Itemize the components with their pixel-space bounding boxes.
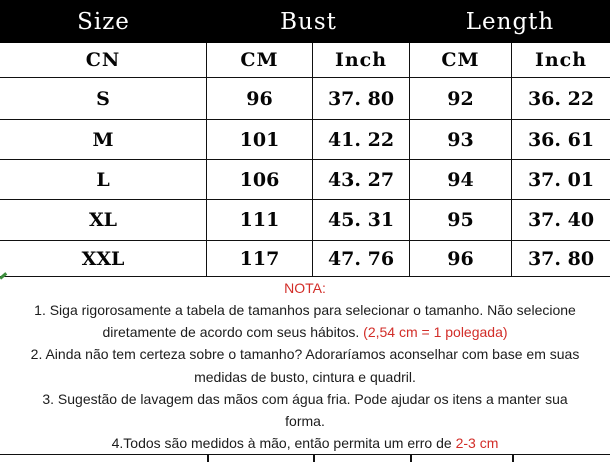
table-row-xl	[0, 200, 610, 241]
bust-cm-cell: 117	[207, 241, 313, 276]
next-table-edge	[0, 455, 610, 462]
length-cm-cell: 93	[410, 120, 512, 159]
size-cell: L	[0, 160, 207, 199]
note-text: 2. Ainda não tem certeza sobre o tamanho? Adoraríamos aconselhar com base em suas	[30, 346, 580, 363]
table-row-xxl	[0, 241, 610, 277]
subheader-length-cm: CM	[410, 43, 512, 77]
table-row-l	[0, 160, 610, 200]
length-cm-cell: 94	[410, 160, 512, 199]
table-subheader-row	[0, 43, 610, 78]
bust-cm-cell: 96	[207, 78, 313, 119]
note-text: 4.Todos são medidos à mão, então permita um erro de	[111, 435, 456, 452]
bust-cm-cell: 106	[207, 160, 313, 199]
note-line-3	[31, 343, 580, 365]
table-row-m	[0, 120, 610, 160]
subheader-length-inch: Inch	[534, 49, 588, 71]
note-red-text: (2,54 cm = 1 polegada)	[363, 324, 508, 341]
subheader-bust-inch: Inch	[313, 43, 410, 77]
notes-title: NOTA:	[284, 279, 326, 296]
length-cm-cell: 92	[410, 78, 512, 119]
column-line-stub	[410, 455, 412, 462]
bust-inch-cell: 37. 80	[313, 78, 410, 119]
length-inch-cell: 36. 22	[527, 87, 595, 110]
size-cell: XXL	[0, 241, 207, 276]
column-line-stub	[512, 455, 514, 462]
size-cell: XL	[0, 200, 207, 240]
length-inch-cell: 37. 01	[527, 168, 595, 191]
note-line-2	[102, 321, 507, 343]
note-text: medidas de busto, cintura e quadril.	[194, 368, 416, 385]
bust-inch-cell: 45. 31	[313, 200, 410, 240]
length-cm-cell: 95	[410, 200, 512, 240]
bust-inch-cell: 41. 22	[313, 120, 410, 159]
note-text: 3. Sugestão de lavagem das mãos com água fria. Pode ajudar os itens a manter sua	[42, 390, 568, 407]
notes-section	[0, 277, 610, 455]
length-inch-cell: 37. 80	[527, 247, 595, 270]
note-line-7	[112, 432, 499, 454]
bust-cm-cell: 101	[207, 120, 313, 159]
size-cell: S	[0, 78, 207, 119]
header-size: Size	[77, 8, 130, 35]
length-inch-cell: 36. 61	[527, 128, 595, 151]
size-cell: M	[0, 120, 207, 159]
table-header-row	[0, 0, 610, 43]
column-line-stub	[207, 455, 209, 462]
header-bust: Bust	[280, 8, 337, 35]
column-line-stub	[313, 455, 315, 462]
length-inch-cell: 37. 40	[527, 209, 595, 231]
bust-cm-cell: 111	[207, 200, 313, 240]
header-length: Length	[465, 8, 555, 35]
bust-inch-cell: 47. 76	[313, 241, 410, 276]
note-line-6	[285, 410, 325, 432]
note-text: diretamente de acordo com seus hábitos.	[102, 324, 364, 341]
length-cm-cell: 96	[410, 241, 512, 276]
bust-inch-cell: 43. 27	[313, 160, 410, 199]
note-text: 1. Siga rigorosamente a tabela de tamanhos para selecionar o tamanho. Não selecione	[34, 301, 576, 318]
note-line-1	[34, 299, 576, 321]
note-red-text: 2-3 cm	[455, 435, 499, 452]
note-text: forma.	[285, 412, 325, 429]
table-row-s	[0, 78, 610, 120]
note-line-5	[42, 388, 567, 410]
subheader-bust-cm: CM	[207, 43, 313, 77]
subheader-cn: CN	[0, 43, 207, 77]
note-line-4	[194, 366, 416, 388]
